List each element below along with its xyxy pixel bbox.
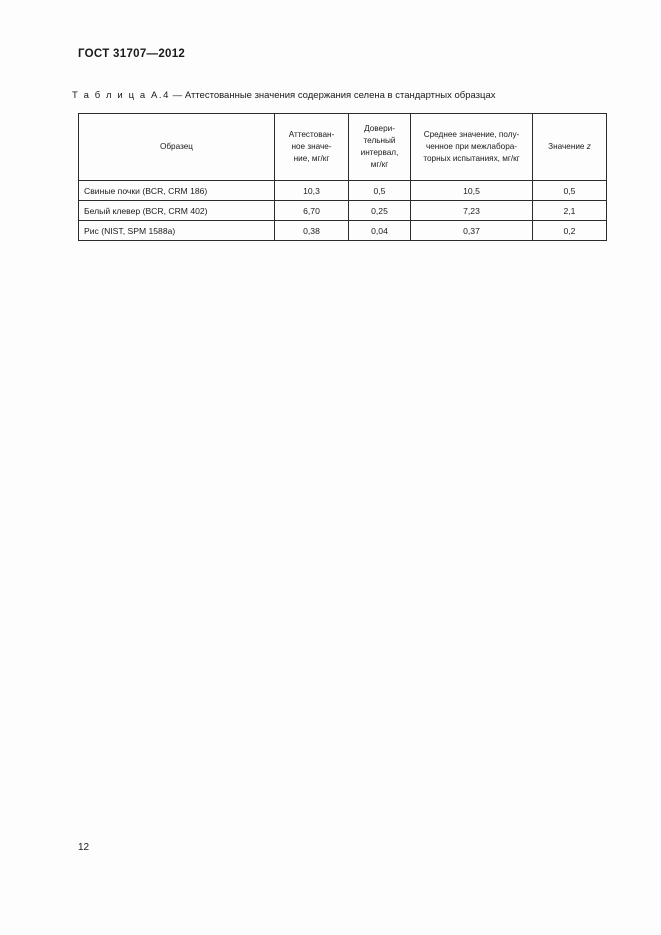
column-header-z-value: Значение z bbox=[533, 114, 607, 181]
cell-mean: 10,5 bbox=[411, 181, 533, 201]
table-row bbox=[79, 201, 607, 221]
cell-sample: Белый клевер (BCR, CRM 402) bbox=[79, 201, 275, 221]
table-caption-text: Аттестованные значения содержания селена в стандартных образцах bbox=[184, 90, 496, 101]
cell-mean: 0,37 bbox=[411, 221, 533, 241]
cell-interval: 0,25 bbox=[349, 201, 411, 221]
table-caption bbox=[72, 90, 496, 101]
cell-interval: 0,5 bbox=[349, 181, 411, 201]
standard-header: ГОСТ 31707—2012 bbox=[78, 48, 186, 60]
cell-interval: 0,04 bbox=[349, 221, 411, 241]
cell-sample: Свиные почки (BCR, CRM 186) bbox=[79, 181, 275, 201]
table-header-row bbox=[79, 114, 607, 181]
table-row bbox=[79, 221, 607, 241]
data-table bbox=[78, 113, 607, 241]
column-header-confidence-interval: Довери- тельный интервал, мг/кг bbox=[349, 114, 411, 181]
cell-sample: Рис (NIST, SPM 1588а) bbox=[79, 221, 275, 241]
selenium-reference-values-table bbox=[78, 113, 606, 241]
cell-z: 0,2 bbox=[533, 221, 607, 241]
column-header-certified-value: Аттестован- ное значе- ние, мг/кг bbox=[275, 114, 349, 181]
table-row bbox=[79, 181, 607, 201]
page-number: 12 bbox=[78, 842, 90, 853]
cell-certified: 10,3 bbox=[275, 181, 349, 201]
table-caption-label: Т а б л и ц а А.4 bbox=[72, 90, 171, 101]
cell-z: 0,5 bbox=[533, 181, 607, 201]
cell-mean: 7,23 bbox=[411, 201, 533, 221]
cell-certified: 0,38 bbox=[275, 221, 349, 241]
table-caption-dash: — bbox=[170, 90, 185, 101]
column-header-mean-value: Среднее значение, полу- ченное при межлабора- торных испытаниях, мг/кг bbox=[411, 114, 533, 181]
cell-certified: 6,70 bbox=[275, 201, 349, 221]
cell-z: 2,1 bbox=[533, 201, 607, 221]
column-header-sample: Образец bbox=[79, 114, 275, 181]
